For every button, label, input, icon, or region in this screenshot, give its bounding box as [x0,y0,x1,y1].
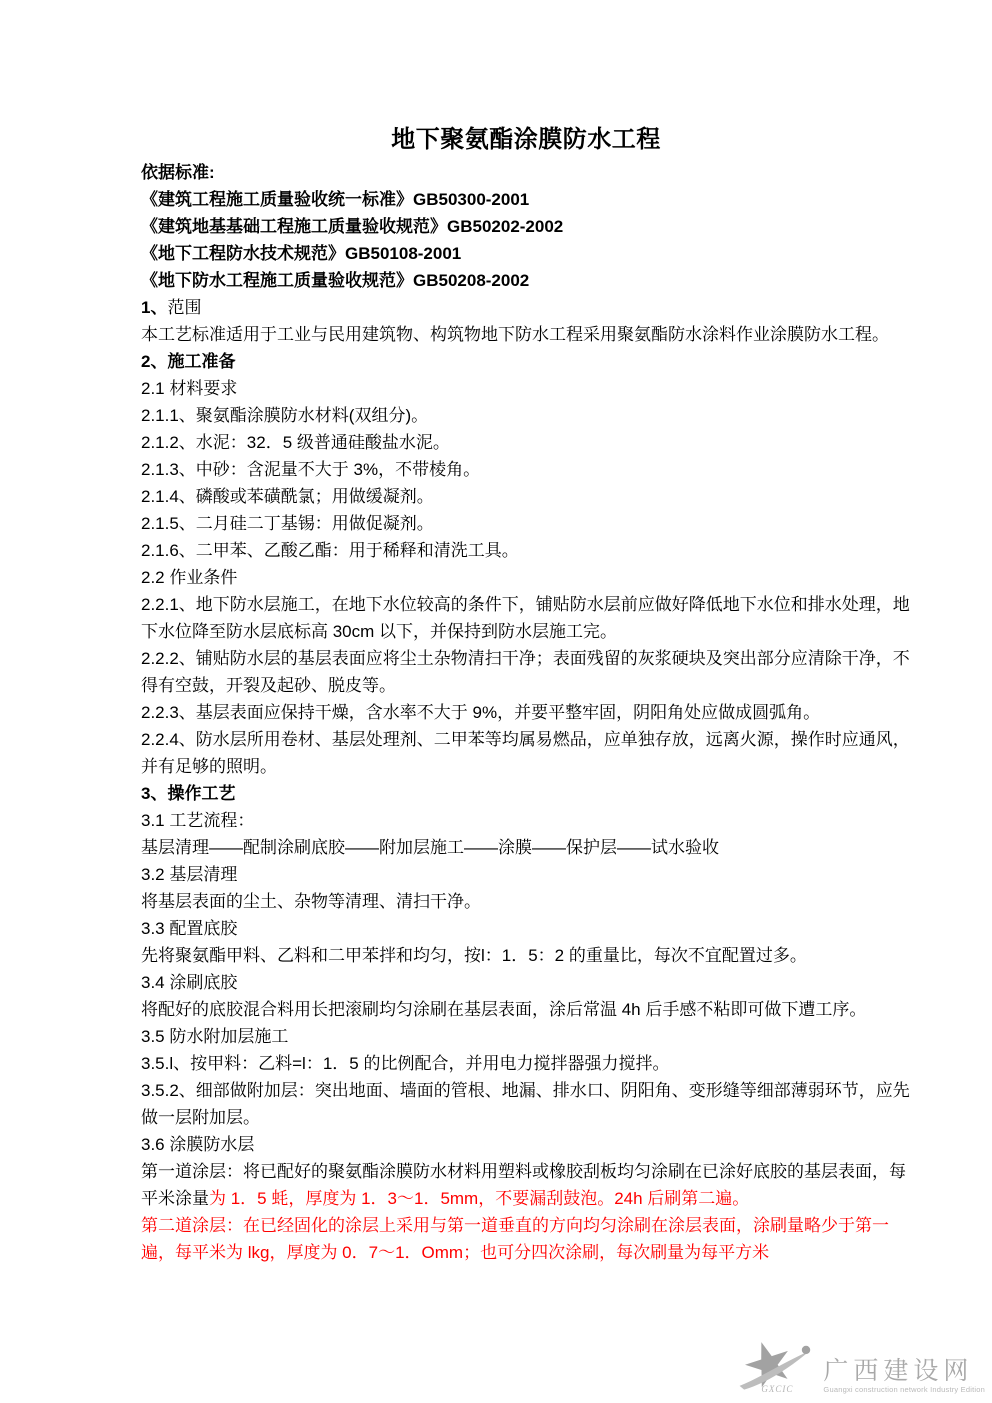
item-2-1-2 [141,429,911,456]
section-3-5-heading [141,1023,911,1050]
item-3-5-2 [141,1077,911,1131]
text-segment: 第二道涂层：在已经固化的涂层上采用与第一道垂直的方向均匀涂刷在涂层表面，涂刷量略少于第一遍，每平米为 lkg，厚度为 0．7～1．Omm；也可分四次涂刷，每次刷量为每平方米 [141,1216,889,1262]
text-segment: 3.5.l、按甲料：乙料=l：1．5 的比例配合，并用电力搅拌器强力搅拌。 [141,1054,670,1073]
section-2-heading [141,348,911,375]
document-title: 地下聚氨酯涂膜防水工程 [391,126,661,153]
text-segment: 2.2 作业条件 [141,568,238,587]
logo-text-block [823,1358,985,1394]
basis-label [141,159,911,186]
text-segment: 2.1.3、中砂：含泥量不大于 3%，不带棱角。 [141,460,481,479]
text-segment: 本工艺标准适用于工业与民用建筑物、构筑物地下防水工程采用聚氨酯防水涂料作业涂膜防水工程。 [141,325,889,344]
text-segment: 2.1.6、二甲苯、乙酸乙酯：用于稀释和清洗工具。 [141,541,519,560]
para-3-3 [141,942,911,969]
text-segment: 《地下工程防水技术规范》GB50108-2001 [141,244,462,263]
text-segment: 将基层表面的尘土、杂物等清理、清扫干净。 [141,892,481,911]
text-segment: 2.1 材料要求 [141,379,238,398]
section-2-2-heading [141,564,911,591]
section-3-heading [141,780,911,807]
text-segment: 《地下防水工程施工质量验收规范》GB50208-2002 [141,271,530,290]
text-segment: 2、施工准备 [141,352,236,371]
text-segment: 3.5 防水附加层施工 [141,1027,289,1046]
item-2-1-5 [141,510,911,537]
item-2-1-1 [141,402,911,429]
standard-gb50300 [141,186,911,213]
text-segment: 3.3 配置底胶 [141,919,238,938]
text-segment: 为 1．5 蚝，厚度为 1．3～1．5mm，不要漏刮鼓泡。24h 后刷第二遍。 [209,1189,750,1208]
standard-gb50108 [141,240,911,267]
star-swoosh-icon [735,1340,819,1394]
text-segment: 《建筑地基基础工程施工质量验收规范》GB50202-2002 [141,217,564,236]
para-3-4 [141,996,911,1023]
text-segment: 2.2.3、基层表面应保持干燥，含水率不大于 9%，并要平整牢固，阴阳角处应做成圆弧角。 [141,703,821,722]
text-segment: 基层清理——配制涂刷底胶——附加层施工——涂膜——保护层——试水验收 [141,838,719,857]
standard-gb50208 [141,267,911,294]
item-2-1-6 [141,537,911,564]
section-2-1-heading [141,375,911,402]
para-first-coat [141,1158,911,1212]
document-page [141,124,911,1266]
section-3-2-heading [141,861,911,888]
section-3-4-heading [141,969,911,996]
text-segment: 1、 [141,298,168,317]
text-segment: 3、操作工艺 [141,784,236,803]
standard-gb50202 [141,213,911,240]
item-2-2-2 [141,645,911,699]
text-segment: 3.5.2、细部做附加层：突出地面、墙面的管根、地漏、排水口、阴阳角、变形缝等细部薄弱环节，应先做一层附加层。 [141,1081,910,1127]
text-segment: 2.2.1、地下防水层施工，在地下水位较高的条件下，铺贴防水层前应做好降低地下水位和排水处理，地下水位降至防水层底标高 30cm 以下，并保持到防水层施工完。 [141,595,910,641]
text-segment: 3.1 工艺流程： [141,811,255,830]
text-segment: 3.4 涂刷底胶 [141,973,238,992]
text-segment: 2.1.1、聚氨酯涂膜防水材料(双组分)。 [141,406,429,425]
item-3-5-1 [141,1050,911,1077]
logo-site-name: 广西建设网 [823,1358,974,1385]
text-segment: 2.2.4、防水层所用卷材、基层处理剂、二甲苯等均属易燃品，应单独存放，远离火源，操作时应通风，并有足够的照明。 [141,730,910,776]
text-segment: 2.2.2、铺贴防水层的基层表面应将尘土杂物清扫干净；表面残留的灰浆硬块及突出部分应清除干净，不得有空鼓，开裂及起砂、脱皮等。 [141,649,910,695]
item-2-2-3 [141,699,911,726]
document-body [141,159,911,1266]
item-2-2-4 [141,726,911,780]
text-segment: 范围 [167,298,202,317]
text-segment: 3.2 基层清理 [141,865,238,884]
para-second-coat [141,1212,911,1266]
text-segment: 《建筑工程施工质量验收统一标准》GB50300-2001 [141,190,530,209]
section-3-6-heading [141,1131,911,1158]
logo-caption: GXCIC [761,1384,794,1394]
section-3-3-heading [141,915,911,942]
text-segment: 依据标准: [141,163,215,182]
section-1-heading [141,294,911,321]
item-2-1-4 [141,483,911,510]
guangxi-construction-logo [735,1340,985,1394]
item-2-2-1 [141,591,911,645]
text-segment: 将配好的底胶混合料用长把滚刷均匀涂刷在基层表面，涂后常温 4h 后手感不粘即可做下遭工序。 [141,1000,867,1019]
process-flow [141,834,911,861]
text-segment: 第一道涂层：将已配好的聚氨酯涂膜防水材料用塑料或橡胶刮板均匀涂刷在已涂好底胶的基层表面，每平米涂量 [141,1162,906,1208]
text-segment: 3.6 涂膜防水层 [141,1135,255,1154]
logo-site-subtitle: Guangxi construction network Industry Edition [823,1385,985,1394]
text-segment: 先将聚氨酯甲料、乙料和二甲苯拌和均匀，按l：1．5：2 的重量比，每次不宜配置过多。 [141,946,807,965]
text-segment: 2.1.4、磷酸或苯磺酰氯；用做缓凝剂。 [141,487,434,506]
text-segment: 2.1.2、水泥：32．5 级普通硅酸盐水泥。 [141,433,450,452]
scope-paragraph [141,321,911,348]
para-3-2 [141,888,911,915]
text-segment: 2.1.5、二月硅二丁基锡：用做促凝剂。 [141,514,434,533]
item-2-1-3 [141,456,911,483]
section-3-1-heading [141,807,911,834]
